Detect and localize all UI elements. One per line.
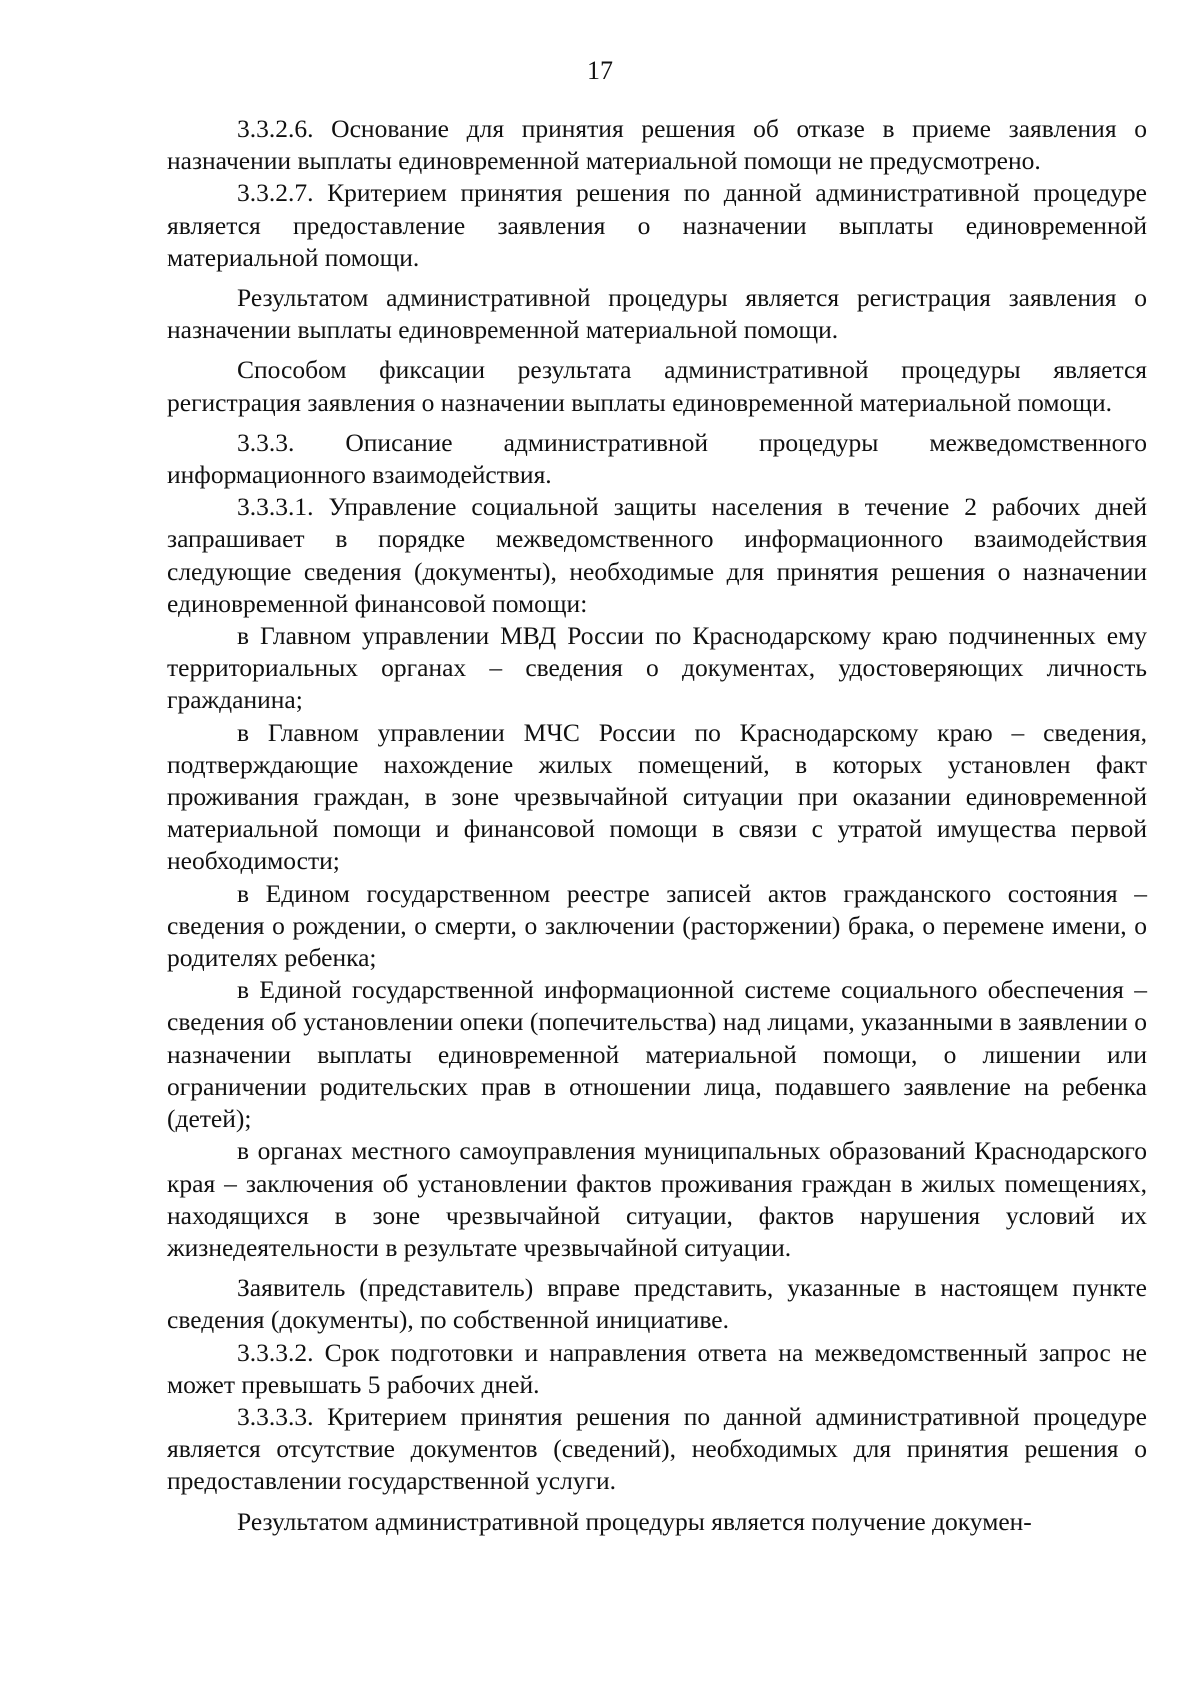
paragraph: в Едином государственном реестре записей актов гражданского состояния – сведения о рождении, о смерти, о заключении (расторжении) брака, о перемене имени, о родителях ребенка; <box>167 878 1147 973</box>
paragraph: Результатом административной процедуры является получение докумен- <box>237 1506 1032 1536</box>
document-body <box>167 113 1147 1538</box>
paragraph: 3.3.3.1. Управление социальной защиты населения в течение 2 рабочих дней запрашивает в порядке межведомственного информационного взаимодействия следующие сведения (документы), необходимые для принятия решения о назначении единовременной финансовой помощи: <box>167 492 1147 618</box>
paragraph: в Единой государственной информационной системе социального обеспечения – сведения об установлении опеки (попечительства) над лицами, указанными в заявлении о назначении выплаты единовременной материальной помощи, о лишении или ограничении родительских прав в отношении лица, подавшего заявление на ребенка (детей); <box>167 975 1147 1134</box>
paragraph: в Главном управлении МЧС России по Краснодарскому краю – сведения, подтверждающие нахождение жилых помещений, в которых установлен факт проживания граждан, в зоне чрезвычайной ситуации при оказании единовременной материальной помощи и финансовой помощи в связи с утратой имущества первой необходимости; <box>167 717 1147 876</box>
page-number: 17 <box>587 56 613 85</box>
paragraph: Способом фиксации результата административной процедуры является регистрация заявления о назначении выплаты единовременной материальной помощи. <box>167 355 1147 417</box>
paragraph: в органах местного самоуправления муниципальных образований Краснодарского края – заключения об установлении фактов проживания граждан в жилых помещениях, находящихся в зоне чрезвычайной ситуации, фактов нарушения условий их жизнедеятельности в результате чрезвычайной ситуации. <box>167 1136 1147 1262</box>
paragraph: 3.3.3. Описание административной процедуры межведомственного информационного взаимодействия. <box>167 427 1147 490</box>
paragraph: 3.3.3.3. Критерием принятия решения по данной административной процедуре является отсутствие документов (сведений), необходимых для принятия решения о предоставлении государственной услуги. <box>167 1401 1147 1496</box>
paragraph: в Главном управлении МВД России по Краснодарскому краю подчиненных ему территориальных органах – сведения о документах, удостоверяющих личность гражданина; <box>167 621 1147 715</box>
paragraph: 3.3.2.7. Критерием принятия решения по данной административной процедуре является предоставление заявления о назначении выплаты единовременной материальной помощи. <box>167 178 1147 272</box>
paragraph: Заявитель (представитель) вправе представить, указанные в настоящем пункте сведения (документы), по собственной инициативе. <box>167 1273 1147 1335</box>
paragraph: 3.3.2.6. Основание для принятия решения об отказе в приеме заявления о назначении выплаты единовременной материальной помощи не предусмотрено. <box>167 114 1147 176</box>
paragraph: Результатом административной процедуры является регистрация заявления о назначении выплаты единовременной материальной помощи. <box>167 283 1147 345</box>
paragraph: 3.3.3.2. Срок подготовки и направления ответа на межведомственный запрос не может превышать 5 рабочих дней. <box>167 1337 1147 1399</box>
